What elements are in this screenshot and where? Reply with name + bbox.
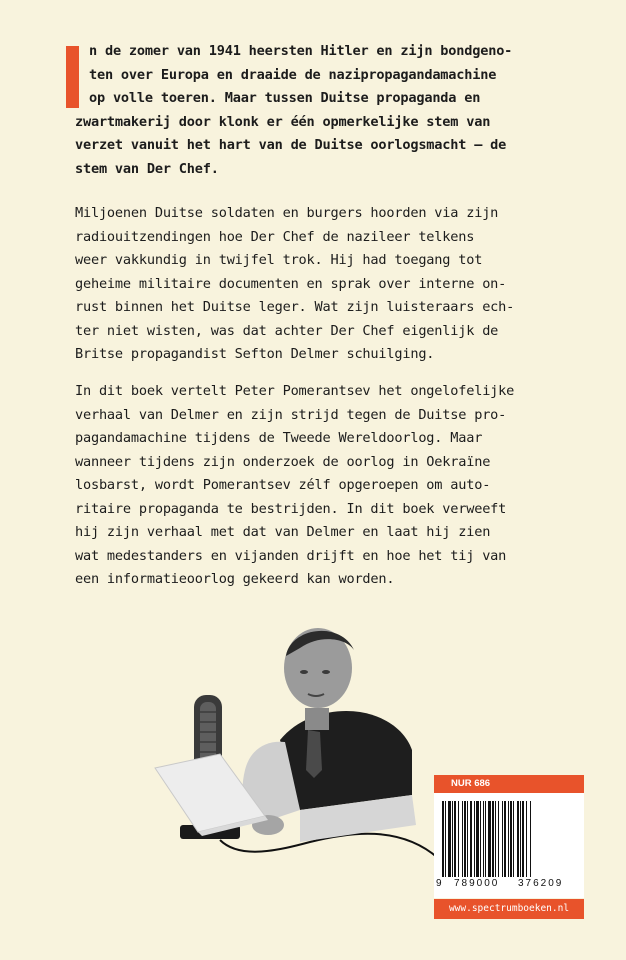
- text-line: In dit boek vertelt Peter Pomerantsev het ongelofelijke: [75, 383, 515, 399]
- text-line: geheime militaire documenten en sprak over interne on-: [75, 275, 507, 292]
- text-line: weer vakkundig in twijfel trok. Hij had toegang tot: [75, 252, 483, 268]
- text-line: op volle toeren. Maar tussen Duitse propaganda en: [89, 90, 481, 106]
- text-line: n de zomer van 1941 heersten Hitler en zijn bondgeno-: [89, 43, 513, 59]
- text-line: rust binnen het Duitse leger. Wat zijn luisteraars ech-: [75, 299, 515, 315]
- text-line: Britse propagandist Sefton Delmer schuilging.: [75, 346, 435, 362]
- text-line: Miljoenen Duitse soldaten en burgers hoorden via zijn: [75, 205, 499, 221]
- text-line: wanneer tijdens zijn onderzoek de oorlog in Oekraïne: [75, 453, 491, 470]
- text-line: losbarst, wordt Pomerantsev zélf opgeroepen om auto-: [75, 477, 491, 493]
- text-line: hij zijn verhaal met dat van Delmer en laat hij zien: [75, 524, 491, 540]
- barcode-icon: [442, 801, 576, 881]
- isbn-last-digits: 376209: [518, 878, 564, 889]
- text-line: verhaal van Delmer en zijn strijd tegen de Duitse pro-: [75, 406, 507, 423]
- body-paragraph-3: [75, 380, 587, 592]
- text-line: pagandamachine tijdens de Tweede Wereldoorlog. Maar: [75, 430, 483, 446]
- isbn-first-digit: 9: [436, 878, 442, 889]
- isbn-barcode: [434, 793, 584, 898]
- body-paragraph-2: [75, 202, 587, 367]
- text-line: ter niet wisten, was dat achter Der Chef eigenlijk de: [75, 322, 499, 339]
- text-line: verzet vanuit het hart van de Duitse oorlogsmacht – de: [75, 137, 507, 153]
- publisher-website: www.spectrumboeken.nl: [434, 899, 584, 919]
- text-line: radiouitzendingen hoe Der Chef de nazileer telkens: [75, 228, 475, 245]
- text-line: ritaire propaganda te bestrijden. In dit boek verweeft: [75, 500, 507, 517]
- isbn-middle-digits: 789000: [454, 878, 500, 889]
- text-line: zwartmakerij door klonk er één opmerkelijke stem van: [75, 113, 491, 130]
- text-line: stem van Der Chef.: [75, 160, 219, 177]
- text-line: een informatieoorlog gekeerd kan worden.: [75, 571, 395, 587]
- text-line: ten over Europa en draaide de nazipropagandamachine: [89, 66, 497, 83]
- intro-paragraph: [75, 40, 587, 181]
- text-line: wat medestanders en vijanden drijft en hoe het tij van: [75, 547, 507, 564]
- radio-broadcaster-photo: [150, 620, 440, 860]
- nur-label: NUR 686: [434, 775, 584, 793]
